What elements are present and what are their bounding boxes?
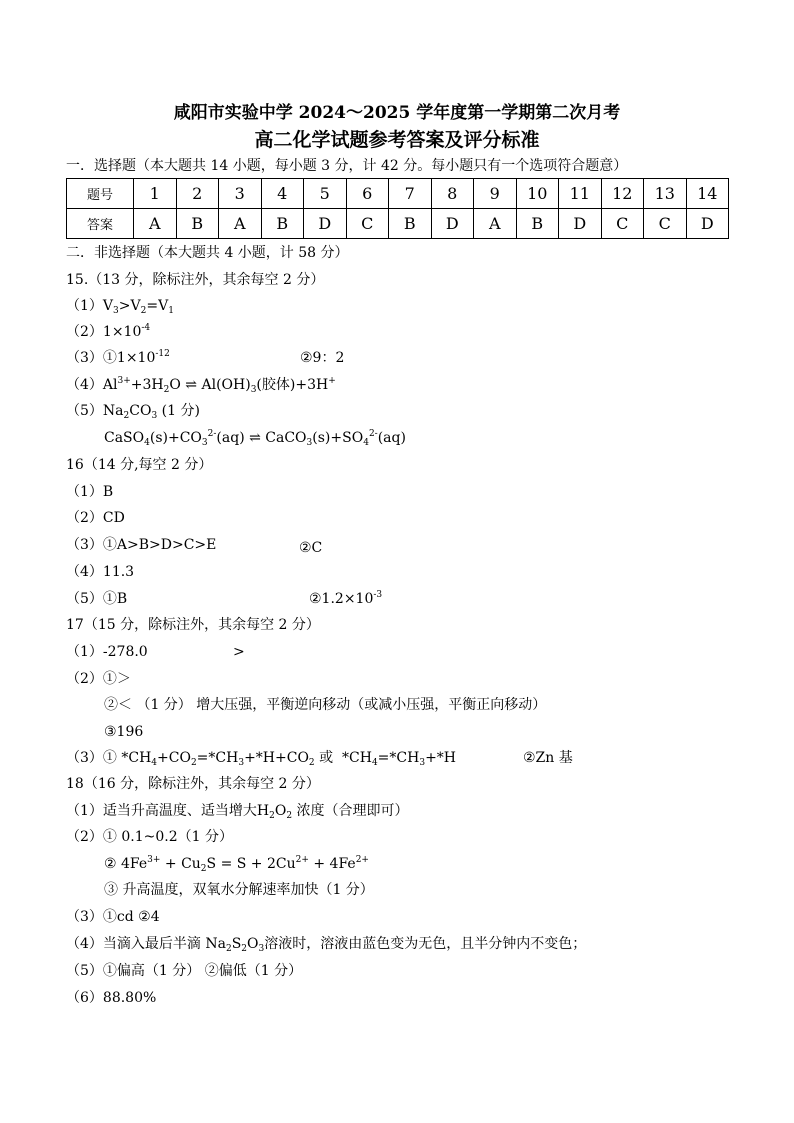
q15-part4: $(4)Al^{3+}+3H_2O$ ⇌ $Al(OH)_3$(胶体)+3H+ (66, 376, 336, 395)
question-number: 10 (516, 179, 559, 209)
q16-part3: （3）①A>B>D>C>E (66, 537, 217, 553)
answer-cell: C (346, 209, 389, 239)
table-row-answers (67, 209, 729, 239)
q16-part5-b: $②1.2\times 10^{-3}$ (309, 590, 383, 607)
answer-cell: A (219, 209, 262, 239)
q16-title: 16（14 分,每空 2 分） (66, 457, 213, 473)
question-number: 3 (219, 179, 262, 209)
q15-part2: $(2)1\times 10^{-4}$ (66, 323, 151, 340)
question-number: 13 (644, 179, 687, 209)
q15-part5: $(5)Na_2CO_3$ (1 分) (66, 403, 200, 421)
q15-title: 15.（13 分，除标注外，其余每空 2 分） (66, 272, 325, 288)
question-number: 7 (389, 179, 432, 209)
q16-part3-b: ②C (299, 540, 323, 556)
answer-cell: B (516, 209, 559, 239)
table-label-number: 题号 (67, 179, 134, 209)
section2-heading: 二．非选择题（本大题共 4 小题，计 58 分） (66, 245, 349, 261)
question-number: 9 (474, 179, 517, 209)
exam-title: 咸阳市实验中学 2024～2025 学年度第一学期第二次月考 (173, 103, 621, 123)
question-number: 14 (686, 179, 729, 209)
q18-part2-c: ③ 升高温度，双氧水分解速率加快（1 分） (104, 882, 374, 898)
question-number: 5 (304, 179, 347, 209)
answer-cell: A (474, 209, 517, 239)
answer-cell: D (686, 209, 729, 239)
answer-cell: A (134, 209, 177, 239)
q15-part5-equation: $CaSO_4(s)+CO_3^{2-}(aq)$ ⇌ $CaCO_3(s)+SO_4^{2-}(aq)$ (104, 429, 406, 448)
q17-title: 17（15 分，除标注外，其余每空 2 分） (66, 617, 320, 633)
answer-cell: D (559, 209, 602, 239)
answer-cell: B (261, 209, 304, 239)
q18-part2-b: ② $4Fe^{3+} + Cu_2S = S + 2Cu^{2+} + 4Fe^{2+}$ (104, 855, 369, 874)
q17-part2: （2）①＞ (66, 671, 131, 687)
q18-part4: （4）当滴入最后半滴 $Na_2S_2O_3$溶液时，溶液由蓝色变为无色，且半分钟内不变色； (66, 936, 587, 954)
answer-cell: C (601, 209, 644, 239)
q18-part6: （6）88.80% (66, 990, 157, 1006)
q15-part3-b: ②9：2 (300, 350, 345, 366)
question-number: 11 (559, 179, 602, 209)
table-label-answer: 答案 (67, 209, 134, 239)
q16-part4: （4）11.3 (66, 564, 135, 580)
question-number: 8 (431, 179, 474, 209)
q16-part5: （5）①B (66, 591, 128, 607)
q17-part1-b: > (233, 644, 245, 660)
q18-part1: （1）适当升高温度、适当增大$H_2O_2$ 浓度（合理即可） (66, 803, 409, 821)
answer-cell: B (176, 209, 219, 239)
q17-part3: （3）① $*CH_4+CO_2=*CH_3+*H+CO_2$ 或 $*CH_4=*CH_3+*H$ (66, 750, 457, 768)
q17-part3-b: ②Zn 基 (523, 750, 573, 766)
q16-part2: （2）CD (66, 510, 125, 526)
answer-cell: B (389, 209, 432, 239)
question-number: 4 (261, 179, 304, 209)
answer-cell: D (431, 209, 474, 239)
table-row-numbers (67, 179, 729, 209)
q15-part1: $(1)V_3>V_2=V_1$ (66, 298, 174, 316)
q17-part2-b: ②＜ （1 分） 增大压强，平衡逆向移动（或减小压强，平衡正向移动） (104, 697, 547, 713)
question-number: 6 (346, 179, 389, 209)
q17-part1: （1）-278.0 (66, 644, 148, 660)
q18-part2: （2）① 0.1~0.2（1 分） (66, 829, 233, 845)
question-number: 12 (601, 179, 644, 209)
q18-part5: （5）①偏高（1 分） ②偏低（1 分） (66, 963, 303, 979)
answer-cell: D (304, 209, 347, 239)
q15-part3: $(3)①1\times 10^{-12}$ (66, 349, 170, 366)
answer-cell: C (644, 209, 687, 239)
answer-table (66, 178, 729, 239)
q18-part3: （3）①cd ②4 (66, 909, 160, 925)
q17-part2-c: ③196 (104, 724, 144, 740)
question-number: 2 (176, 179, 219, 209)
question-number: 1 (134, 179, 177, 209)
answer-key-title: 高二化学试题参考答案及评分标准 (254, 129, 540, 151)
section1-heading: 一．选择题（本大题共 14 小题，每小题 3 分，计 42 分。每小题只有一个选项符合题意） (66, 158, 628, 174)
q18-title: 18（16 分，除标注外，其余每空 2 分） (66, 776, 320, 792)
q16-part1: （1）B (66, 484, 114, 500)
